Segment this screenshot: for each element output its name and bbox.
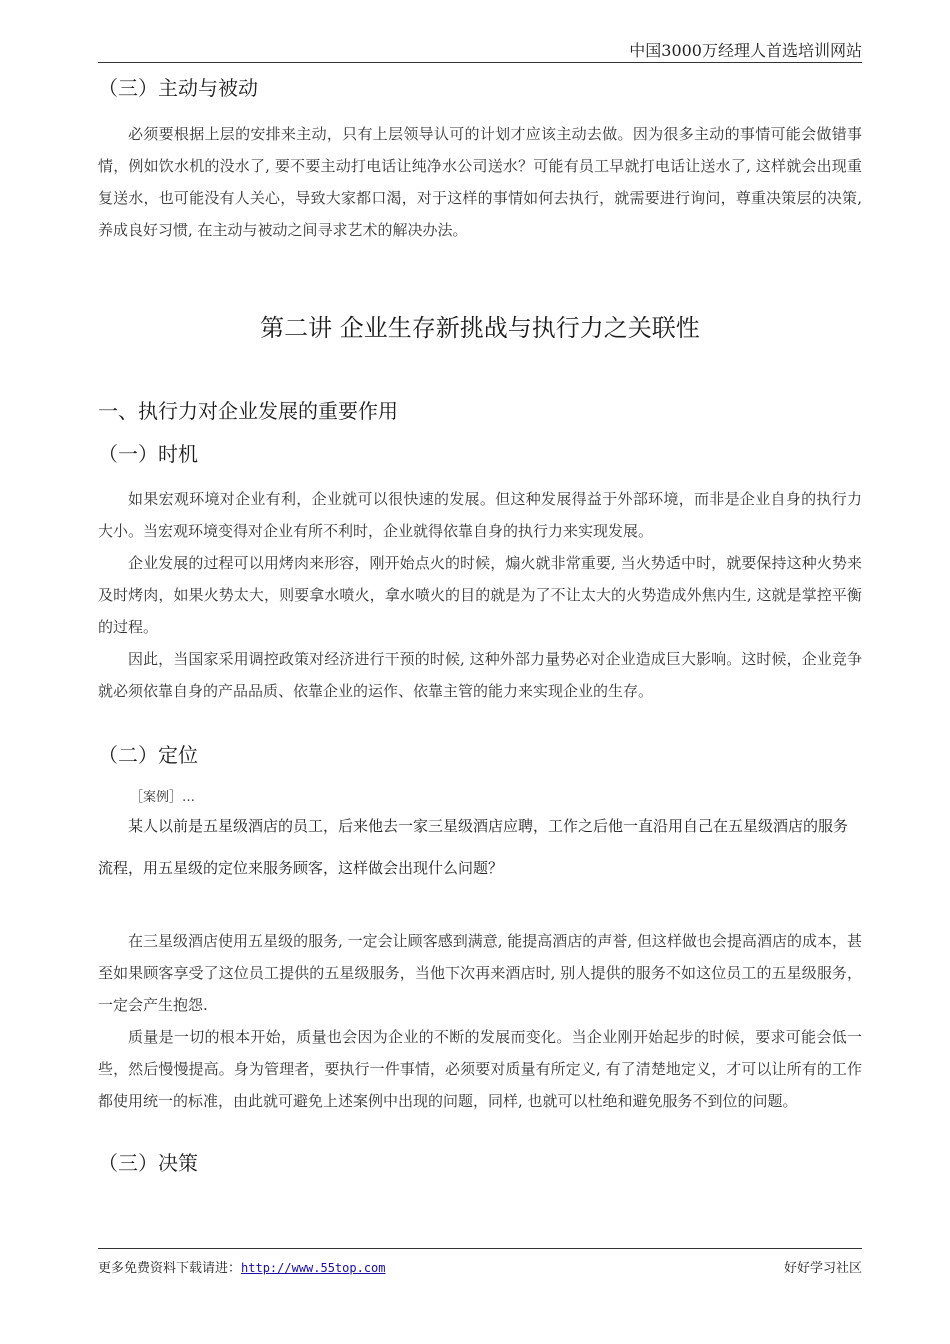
case-label: ［案例］…	[130, 790, 196, 805]
footer-link[interactable]: http://www.55top.com	[241, 1261, 386, 1275]
paragraph-timing-2: 企业发展的过程可以用烤肉来形容，刚开始点火的时候，煽火就非常重要, 当火势适中时，就要保持这种火势来及时烤肉，如果火势太大，则要拿水喷火，拿水喷火的目的就是为了不让太大的火势造成外焦内生, 这就是掌控平衡的过程。	[98, 554, 862, 636]
page-footer	[98, 1248, 862, 1279]
footer-download-note	[98, 1257, 386, 1276]
case-text: 某人以前是五星级酒店的员工，后来他去一家三星级酒店应聘，工作之后他一直沿用自己在五星级酒店的服务流程，用五星级的定位来服务顾客，这样做会出现什么问题？	[98, 817, 849, 877]
heading-active-passive: （三）主动与被动	[98, 76, 258, 100]
chapter-title: 第二讲 企业生存新挑战与执行力之关联性	[260, 314, 700, 342]
paragraph-positioning-1: 在三星级酒店使用五星级的服务, 一定会让顾客感到满意, 能提高酒店的声誉, 但这样做也会提高酒店的成本，甚至如果顾客享受了这位员工提供的五星级服务，当他下次再来酒店时, 别人提供的服务不如这位员工的五星级服务，一定会产生抱怨.	[98, 932, 862, 1014]
heading-timing: （一）时机	[98, 442, 198, 466]
footer-prefix: 更多免费资料下载请进：	[98, 1261, 242, 1276]
heading-decision: （三）决策	[98, 1151, 198, 1175]
footer-community: 好好学习社区	[783, 1261, 862, 1276]
paragraph-timing-3: 因此，当国家采用调控政策对经济进行干预的时候, 这种外部力量势必对企业造成巨大影响。这时候，企业竞争就必须依靠自身的产品品质、依靠企业的运作、依靠主管的能力来实现企业的生存。	[98, 650, 862, 700]
document-body	[98, 70, 862, 1176]
section-heading-execution: 一、执行力对企业发展的重要作用	[98, 399, 398, 423]
heading-positioning: （二）定位	[98, 743, 198, 767]
paragraph-positioning-2: 质量是一切的根本开始，质量也会因为企业的不断的发展而变化。当企业刚开始起步的时候，要求可能会低一些，然后慢慢提高。身为管理者，要执行一件事情，必须要对质量有所定义, 有了清楚地定义，才可以让所有的工作都使用统一的标准，由此就可避免上述案例中出现的问题，同样, 也就可以杜绝和避免服务不到位的问题。	[98, 1028, 862, 1110]
header-site-title: 中国3000万经理人首选培训网站	[629, 41, 862, 60]
paragraph-active-passive: 必须要根据上层的安排来主动，只有上层领导认可的计划才应该主动去做。因为很多主动的事情可能会做错事情，例如饮水机的没水了, 要不要主动打电话让纯净水公司送水？可能有员工早就打电话让送水了, 这样就会出现重复送水，也可能没有人关心，导致大家都口渴，对于这样的事情如何去执行，就需要进行询问，尊重决策层的决策, 养成良好习惯, 在主动与被动之间寻求艺术的解决办法。	[98, 125, 862, 239]
paragraph-timing-1: 如果宏观环境对企业有利，企业就可以很快速的发展。但这种发展得益于外部环境，而非是企业自身的执行力大小。当宏观环境变得对企业有所不利时，企业就得依靠自身的执行力来实现发展。	[98, 490, 862, 540]
page-header	[98, 38, 862, 63]
